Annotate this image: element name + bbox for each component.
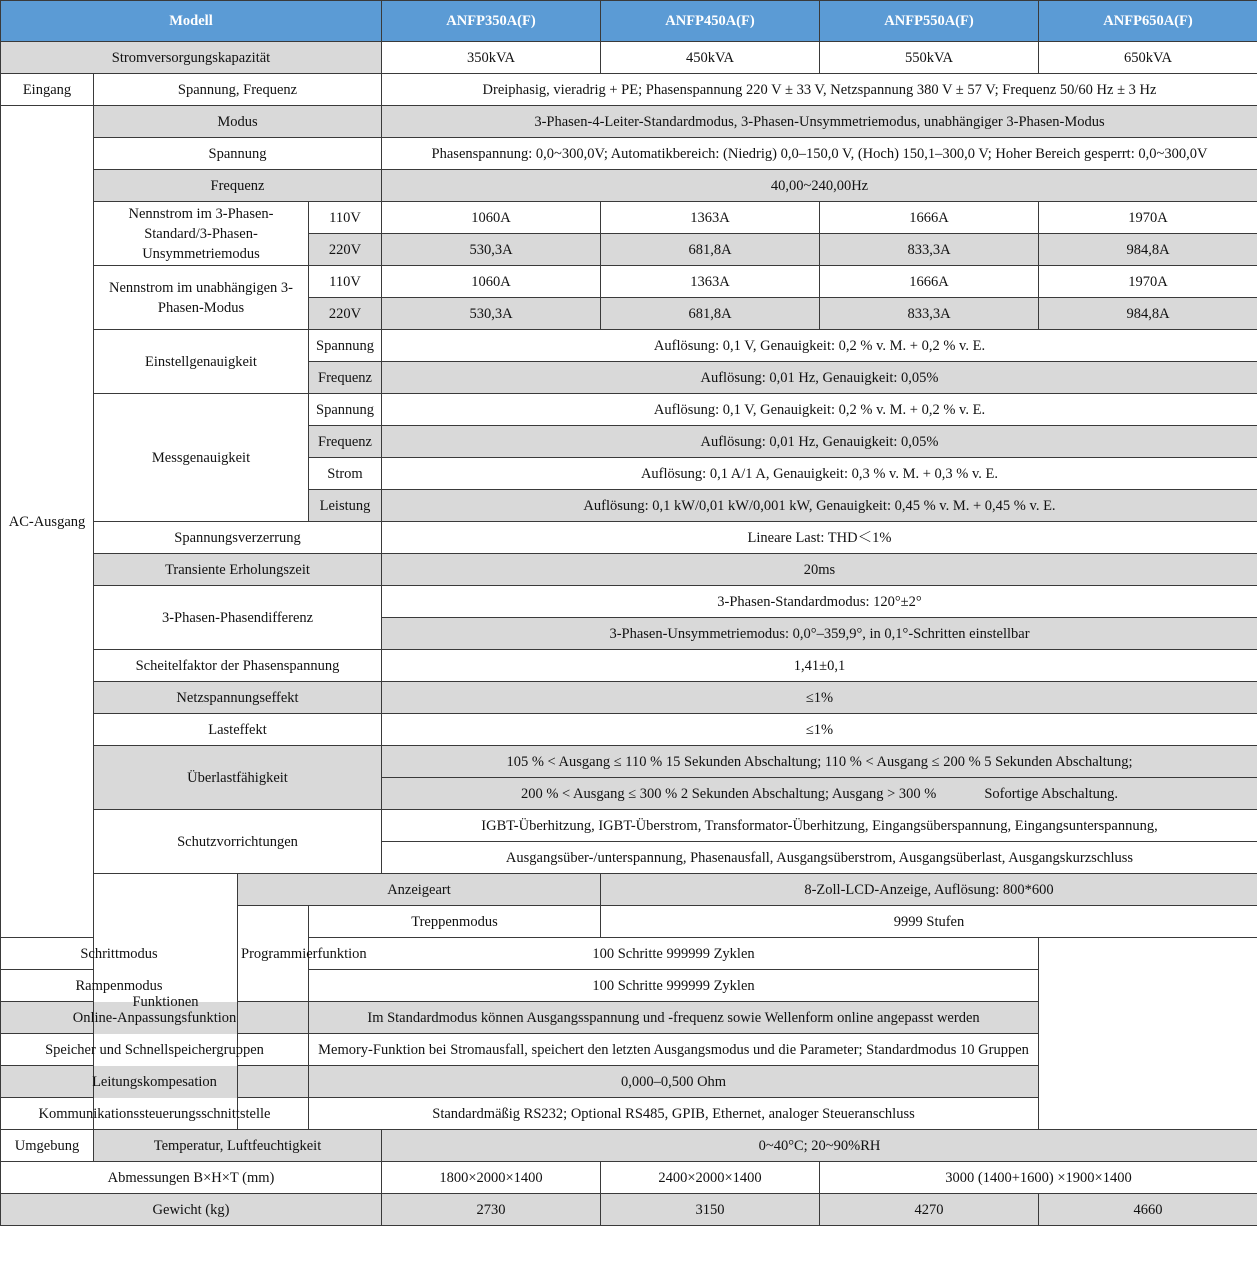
schutz-value: IGBT-Überhitzung, IGBT-Überstrom, Transformator-Überhitzung, Eingangsüberspannung, Eingangsunterspannung, — [382, 810, 1257, 842]
gewicht-value: 4270 — [820, 1194, 1039, 1226]
mess-label: Messgenauigkeit — [94, 394, 309, 522]
transient-label: Transiente Erholungszeit — [94, 554, 382, 586]
strom-ind-voltage: 220V — [309, 298, 382, 330]
umgebung-value: 0~40°C; 20~90%RH — [382, 1130, 1257, 1162]
strom-std-voltage: 110V — [309, 202, 382, 234]
schutz-row-1 — [1, 810, 1257, 842]
strom-std-row-110 — [1, 202, 1257, 234]
strom-std-label: Nennstrom im 3-Phasen-Standard/3-Phasen-Unsymmetriemodus — [94, 202, 309, 266]
capacity-row — [1, 42, 1257, 74]
frequenz-value: 40,00~240,00Hz — [382, 170, 1257, 202]
speicher-value: Memory-Funktion bei Stromausfall, speichert den letzten Ausgangsmodus und die Parameter; Standardmodus 10 Gruppen — [309, 1034, 1039, 1066]
verzerrung-value: Lineare Last: THD＜1% — [382, 522, 1257, 554]
capacity-value-4: 650kVA — [1039, 42, 1257, 74]
programm-value: 100 Schritte 999999 Zyklen — [309, 970, 1039, 1002]
ueberlast-value-2 — [382, 778, 1257, 810]
gewicht-value: 2730 — [382, 1194, 601, 1226]
einstell-value: Auflösung: 0,1 V, Genauigkeit: 0,2 % v. M. + 0,2 % v. E. — [382, 330, 1257, 362]
programm-value: 100 Schritte 999999 Zyklen — [309, 938, 1039, 970]
capacity-value-2: 450kVA — [601, 42, 820, 74]
strom-ind-value: 1666A — [820, 266, 1039, 298]
abmessungen-value: 2400×2000×1400 — [601, 1162, 820, 1194]
schutz-label: Schutzvorrichtungen — [94, 810, 382, 874]
gewicht-row — [1, 1194, 1257, 1226]
strom-ind-voltage: 110V — [309, 266, 382, 298]
mess-row-spannung — [1, 394, 1257, 426]
komm-row — [1, 1098, 1257, 1130]
ueberlast-row-1 — [1, 746, 1257, 778]
strom-ind-value: 681,8A — [601, 298, 820, 330]
last-value: ≤1% — [382, 714, 1257, 746]
scheitel-row — [1, 650, 1257, 682]
einstell-row-spannung — [1, 330, 1257, 362]
header-model-1: ANFP350A(F) — [382, 1, 601, 42]
last-label: Lasteffekt — [94, 714, 382, 746]
strom-ind-value: 530,3A — [382, 298, 601, 330]
transient-row — [1, 554, 1257, 586]
modus-value: 3-Phasen-4-Leiter-Standardmodus, 3-Phasen-Unsymmetriemodus, unabhängiger 3-Phasen-Modus — [382, 106, 1257, 138]
ueberlast-value-1: 105 % < Ausgang ≤ 110 % 15 Sekunden Abschaltung; 110 % < Ausgang ≤ 200 % 5 Sekunden Abschaltung; — [382, 746, 1257, 778]
abmessungen-value: 3000 (1400+1600) ×1900×1400 — [820, 1162, 1257, 1194]
abmessungen-row — [1, 1162, 1257, 1194]
speicher-row — [1, 1034, 1257, 1066]
programm-sub: Rampenmodus — [1, 970, 238, 1002]
programm-row-schritt — [1, 938, 1257, 970]
strom-std-value: 530,3A — [382, 234, 601, 266]
header-model-3: ANFP550A(F) — [820, 1, 1039, 42]
ueberlast-value-2b: Sofortige Abschaltung. — [984, 785, 1119, 802]
schutz-value: Ausgangsüber-/unterspannung, Phasenausfall, Ausgangsüberstrom, Ausgangsüberlast, Ausgangskurzschluss — [382, 842, 1257, 874]
strom-std-value: 681,8A — [601, 234, 820, 266]
netz-row — [1, 682, 1257, 714]
strom-ind-value: 1970A — [1039, 266, 1257, 298]
spannung-row — [1, 138, 1257, 170]
strom-std-value: 1970A — [1039, 202, 1257, 234]
gewicht-label: Gewicht (kg) — [1, 1194, 382, 1226]
spannung-value: Phasenspannung: 0,0~300,0V; Automatikbereich: (Niedrig) 0,0–150,0 V, (Hoch) 150,1–300,0 V; Hoher Bereich gesperrt: 0,0~300,0V — [382, 138, 1257, 170]
strom-ind-value: 984,8A — [1039, 298, 1257, 330]
mess-sub: Leistung — [309, 490, 382, 522]
capacity-value-1: 350kVA — [382, 42, 601, 74]
phasendiff-value: 3-Phasen-Standardmodus: 120°±2° — [382, 586, 1257, 618]
online-label: Online-Anpassungsfunktion — [1, 1002, 309, 1034]
verzerrung-row — [1, 522, 1257, 554]
header-modell: Modell — [1, 1, 382, 42]
einstell-value: Auflösung: 0,01 Hz, Genauigkeit: 0,05% — [382, 362, 1257, 394]
modus-row — [1, 106, 1257, 138]
speicher-label: Speicher und Schnellspeichergruppen — [1, 1034, 309, 1066]
anzeige-row — [1, 874, 1257, 906]
phasendiff-label: 3-Phasen-Phasendifferenz — [94, 586, 382, 650]
komm-label: Kommunikationssteuerungsschnittstelle — [1, 1098, 309, 1130]
umgebung-label: Temperatur, Luftfeuchtigkeit — [94, 1130, 382, 1162]
phasendiff-row-1 — [1, 586, 1257, 618]
mess-sub: Strom — [309, 458, 382, 490]
strom-ind-value: 1363A — [601, 266, 820, 298]
frequenz-row — [1, 170, 1257, 202]
einstell-sub: Spannung — [309, 330, 382, 362]
leitung-label: Leitungskompesation — [1, 1066, 309, 1098]
komm-value: Standardmäßig RS232; Optional RS485, GPIB, Ethernet, analoger Steueranschluss — [309, 1098, 1039, 1130]
ueberlast-value-2a: 200 % < Ausgang ≤ 300 % 2 Sekunden Abschaltung; Ausgang > 300 % — [520, 785, 937, 802]
netz-label: Netzspannungseffekt — [94, 682, 382, 714]
spannung-label: Spannung — [94, 138, 382, 170]
strom-std-value: 1060A — [382, 202, 601, 234]
programm-value: 9999 Stufen — [601, 906, 1257, 938]
mess-value: Auflösung: 0,1 V, Genauigkeit: 0,2 % v. M. + 0,2 % v. E. — [382, 394, 1257, 426]
group-ac-ausgang: AC-Ausgang — [1, 106, 94, 938]
gewicht-value: 3150 — [601, 1194, 820, 1226]
programm-label: Programmierfunktion — [238, 906, 309, 1002]
modus-label: Modus — [94, 106, 382, 138]
header-model-2: ANFP450A(F) — [601, 1, 820, 42]
programm-sub: Treppenmodus — [309, 906, 601, 938]
last-row — [1, 714, 1257, 746]
scheitel-value: 1,41±0,1 — [382, 650, 1257, 682]
transient-value: 20ms — [382, 554, 1257, 586]
programm-sub: Schrittmodus — [1, 938, 238, 970]
header-row — [1, 1, 1257, 42]
strom-ind-label: Nennstrom im unabhängigen 3-Phasen-Modus — [94, 266, 309, 330]
leitung-row — [1, 1066, 1257, 1098]
strom-std-value: 984,8A — [1039, 234, 1257, 266]
strom-std-voltage: 220V — [309, 234, 382, 266]
abmessungen-label: Abmessungen B×H×T (mm) — [1, 1162, 382, 1194]
mess-value: Auflösung: 0,1 A/1 A, Genauigkeit: 0,3 % v. M. + 0,3 % v. E. — [382, 458, 1257, 490]
eingang-value: Dreiphasig, vieradrig + PE; Phasenspannung 220 V ± 33 V, Netzspannung 380 V ± 57 V; Frequenz 50/60 Hz ± 3 Hz — [382, 74, 1257, 106]
capacity-value-3: 550kVA — [820, 42, 1039, 74]
gewicht-value: 4660 — [1039, 1194, 1257, 1226]
abmessungen-value: 1800×2000×1400 — [382, 1162, 601, 1194]
capacity-label: Stromversorgungskapazität — [1, 42, 382, 74]
frequenz-label: Frequenz — [94, 170, 382, 202]
eingang-label: Spannung, Frequenz — [94, 74, 382, 106]
strom-std-value: 833,3A — [820, 234, 1039, 266]
ueberlast-label: Überlastfähigkeit — [94, 746, 382, 810]
strom-std-value: 1666A — [820, 202, 1039, 234]
group-umgebung: Umgebung — [1, 1130, 94, 1162]
strom-ind-row-110 — [1, 266, 1257, 298]
scheitel-label: Scheitelfaktor der Phasenspannung — [94, 650, 382, 682]
umgebung-row — [1, 1130, 1257, 1162]
eingang-row — [1, 74, 1257, 106]
einstell-sub: Frequenz — [309, 362, 382, 394]
group-funktionen: Funktionen — [94, 874, 238, 1130]
online-value: Im Standardmodus können Ausgangsspannung und -frequenz sowie Wellenform online angepasst werden — [309, 1002, 1039, 1034]
anzeige-value: 8-Zoll-LCD-Anzeige, Auflösung: 800*600 — [601, 874, 1257, 906]
strom-std-value: 1363A — [601, 202, 820, 234]
strom-ind-value: 1060A — [382, 266, 601, 298]
group-eingang: Eingang — [1, 74, 94, 106]
mess-value: Auflösung: 0,1 kW/0,01 kW/0,001 kW, Genauigkeit: 0,45 % v. M. + 0,45 % v. E. — [382, 490, 1257, 522]
phasendiff-value: 3-Phasen-Unsymmetriemodus: 0,0°–359,9°, in 0,1°-Schritten einstellbar — [382, 618, 1257, 650]
strom-ind-value: 833,3A — [820, 298, 1039, 330]
header-model-4: ANFP650A(F) — [1039, 1, 1257, 42]
mess-sub: Spannung — [309, 394, 382, 426]
verzerrung-label: Spannungsverzerrung — [94, 522, 382, 554]
mess-sub: Frequenz — [309, 426, 382, 458]
anzeige-label: Anzeigeart — [238, 874, 601, 906]
einstell-label: Einstellgenauigkeit — [94, 330, 309, 394]
mess-value: Auflösung: 0,01 Hz, Genauigkeit: 0,05% — [382, 426, 1257, 458]
netz-value: ≤1% — [382, 682, 1257, 714]
leitung-value: 0,000–0,500 Ohm — [309, 1066, 1039, 1098]
